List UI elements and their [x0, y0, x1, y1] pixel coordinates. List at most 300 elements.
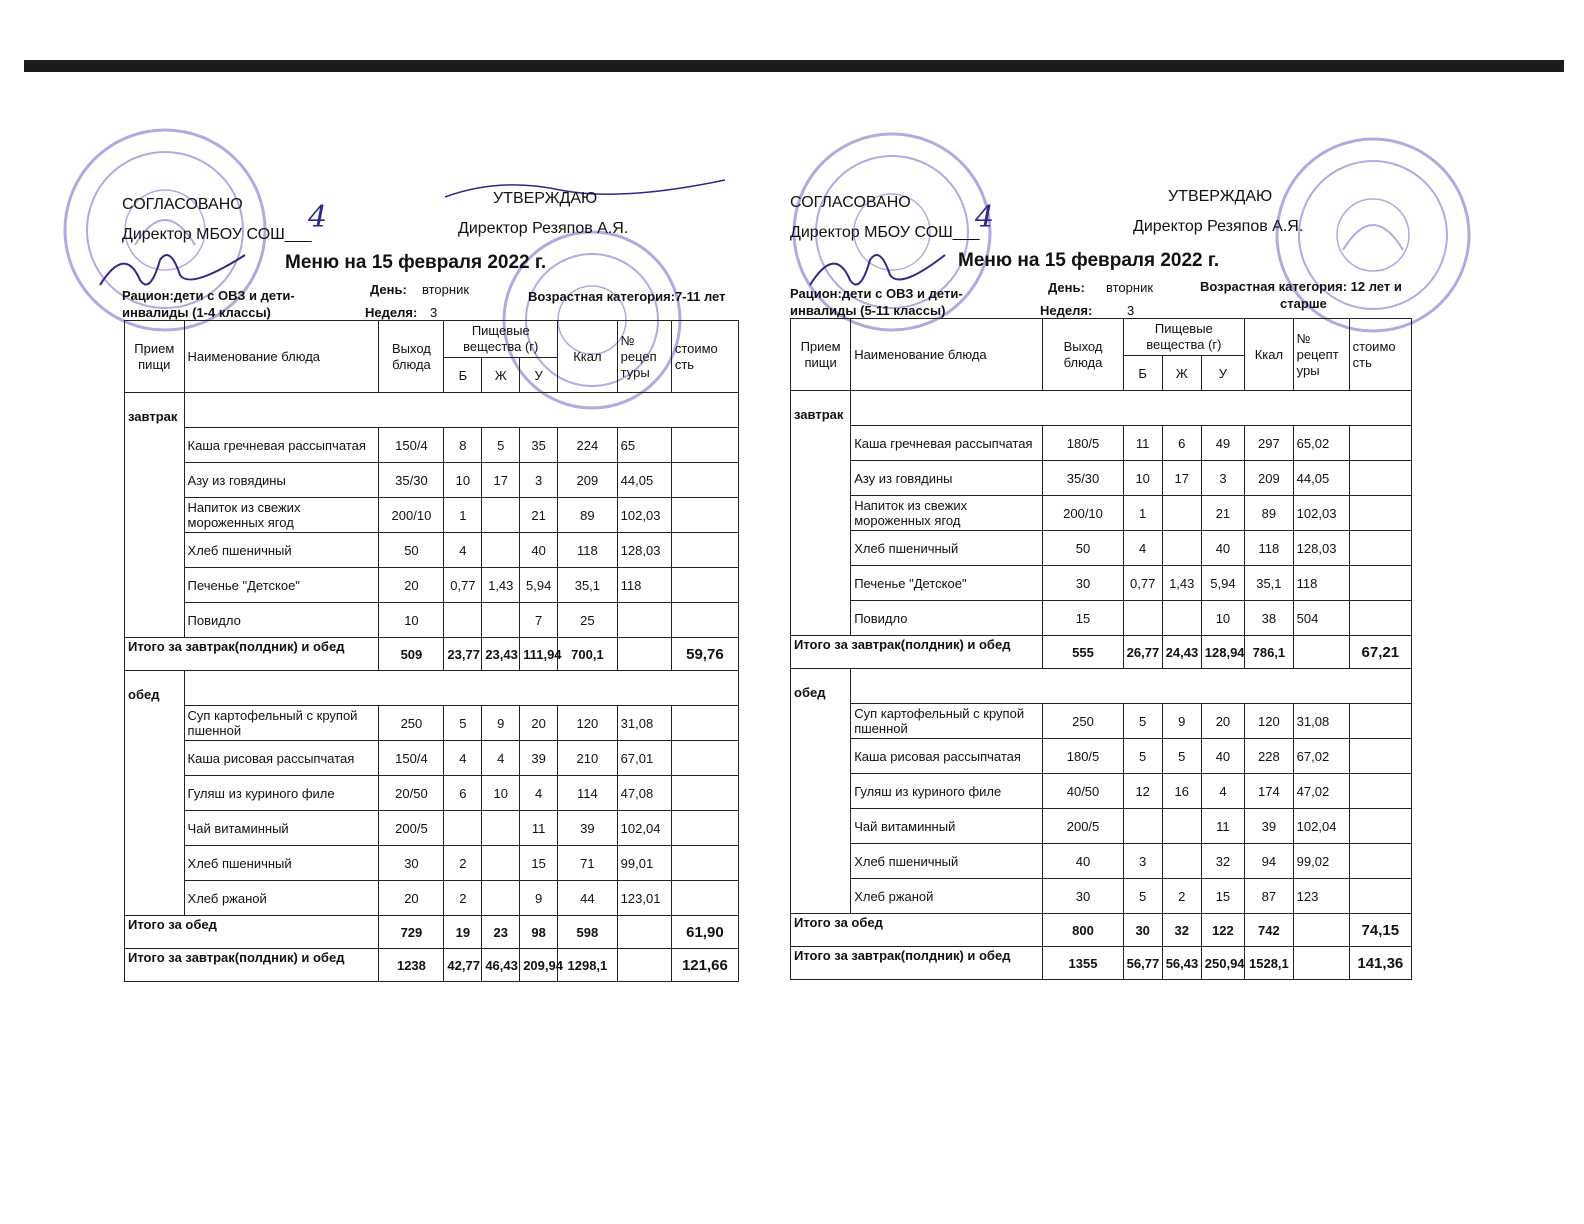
header-nutrients: Пищевые вещества (г)	[444, 321, 558, 358]
grand-total-row	[125, 949, 739, 982]
school-number-handwritten: 4	[308, 200, 328, 235]
header-cost: стоимо сть	[671, 321, 738, 393]
dish-yield: 30	[1043, 879, 1123, 914]
dish-name: Гуляш из куриного филе	[184, 776, 379, 811]
dish-recipe: 102,04	[1293, 809, 1349, 844]
dish-carbs: 49	[1201, 426, 1244, 461]
total-carbs: 250,94	[1201, 947, 1244, 980]
day-value: вторник	[1106, 280, 1154, 295]
dish-recipe: 102,04	[617, 811, 671, 846]
scan-edge-bar	[24, 60, 1564, 72]
dish-carbs: 9	[520, 881, 558, 916]
dish-kcal: 209	[558, 463, 618, 498]
dish-protein: 5	[1123, 704, 1162, 739]
dish-protein	[1123, 809, 1162, 844]
dish-cost	[1349, 496, 1411, 531]
dish-row	[125, 776, 739, 811]
dish-row	[125, 603, 739, 638]
total-yield: 1238	[379, 949, 444, 982]
dish-carbs: 40	[1201, 531, 1244, 566]
director-line: Директор МБОУ СОШ___	[790, 224, 980, 241]
dish-name: Напиток из свежих мороженных ягод	[851, 496, 1043, 531]
dish-protein: 10	[444, 463, 482, 498]
total-recipe-blank	[617, 949, 671, 982]
dish-cost	[1349, 531, 1411, 566]
dish-name: Каша рисовая рассыпчатая	[184, 741, 379, 776]
week-value: 3	[430, 305, 438, 320]
dish-yield: 30	[379, 846, 444, 881]
dish-recipe: 67,01	[617, 741, 671, 776]
age-category: Возрастная категория:7-11 лет	[528, 289, 726, 304]
dish-protein: 1	[444, 498, 482, 533]
dish-carbs: 4	[1201, 774, 1244, 809]
total-recipe-blank	[1293, 914, 1349, 947]
dish-name: Каша гречневая рассыпчатая	[851, 426, 1043, 461]
dish-yield: 150/4	[379, 741, 444, 776]
meal-header-blank	[184, 393, 738, 428]
dish-fat	[482, 498, 520, 533]
header-dish: Наименование блюда	[184, 321, 379, 393]
page-title: Меню на 15 февраля 2022 г.	[958, 250, 1220, 271]
dish-name: Хлеб ржаной	[851, 879, 1043, 914]
dish-recipe	[617, 603, 671, 638]
dish-recipe: 31,08	[1293, 704, 1349, 739]
dish-kcal: 118	[558, 533, 618, 568]
meal-label-row	[791, 669, 1412, 704]
dish-cost	[671, 741, 738, 776]
meal-header-blank	[851, 669, 1412, 704]
total-recipe-blank	[1293, 947, 1349, 980]
dish-cost	[1349, 844, 1411, 879]
dish-name: Хлеб пшеничный	[184, 533, 379, 568]
meal-header-blank	[851, 391, 1412, 426]
dish-recipe: 123	[1293, 879, 1349, 914]
total-cost: 121,66	[671, 949, 738, 982]
director-line: Директор МБОУ СОШ___	[122, 226, 312, 243]
menu-table-left	[124, 320, 739, 982]
ration-label-2: инвалиды (1-4 классы)	[122, 305, 271, 320]
dish-cost	[671, 568, 738, 603]
dish-row	[791, 461, 1412, 496]
dish-fat	[1162, 844, 1201, 879]
lunch-total-row	[125, 916, 739, 949]
dish-carbs: 3	[1201, 461, 1244, 496]
dish-row	[125, 428, 739, 463]
dish-protein: 0,77	[444, 568, 482, 603]
dish-row	[791, 739, 1412, 774]
dish-fat	[482, 533, 520, 568]
grand-total-row	[791, 947, 1412, 980]
dish-protein: 2	[444, 846, 482, 881]
dish-kcal: 87	[1245, 879, 1294, 914]
dish-row	[125, 463, 739, 498]
dish-fat	[482, 603, 520, 638]
dish-name: Чай витаминный	[851, 809, 1043, 844]
dish-fat: 5	[482, 428, 520, 463]
dish-carbs: 15	[520, 846, 558, 881]
lunch-section	[791, 669, 1412, 947]
dish-protein	[1123, 601, 1162, 636]
dish-protein: 5	[1123, 879, 1162, 914]
dish-protein: 5	[1123, 739, 1162, 774]
dish-row	[791, 774, 1412, 809]
dish-name: Печенье "Детское"	[184, 568, 379, 603]
dish-recipe: 99,01	[617, 846, 671, 881]
school-number-handwritten: 4	[975, 200, 995, 235]
dish-fat: 6	[1162, 426, 1201, 461]
dish-cost	[671, 603, 738, 638]
dish-yield: 250	[379, 706, 444, 741]
dish-carbs: 10	[1201, 601, 1244, 636]
dish-carbs: 5,94	[1201, 566, 1244, 601]
dish-recipe: 47,08	[617, 776, 671, 811]
dish-kcal: 39	[1245, 809, 1294, 844]
total-protein: 19	[444, 916, 482, 949]
total-label: Итого за обед	[125, 916, 379, 949]
dish-protein: 6	[444, 776, 482, 811]
dish-row	[125, 881, 739, 916]
dish-name: Каша гречневая рассыпчатая	[184, 428, 379, 463]
total-yield: 1355	[1043, 947, 1123, 980]
dish-protein: 5	[444, 706, 482, 741]
dish-yield: 200/10	[1043, 496, 1123, 531]
breakfast-total-row	[791, 636, 1412, 669]
dish-yield: 200/5	[1043, 809, 1123, 844]
total-cost: 74,15	[1349, 914, 1411, 947]
dish-yield: 50	[1043, 531, 1123, 566]
dish-kcal: 25	[558, 603, 618, 638]
ration-label: Рацион:дети с ОВЗ и дети-	[122, 288, 295, 303]
dish-name: Повидло	[851, 601, 1043, 636]
header-b: Б	[444, 358, 482, 393]
dish-name: Каша рисовая рассыпчатая	[851, 739, 1043, 774]
dish-kcal: 35,1	[1245, 566, 1294, 601]
header-meal: Прием пищи	[791, 319, 851, 391]
dish-name: Гуляш из куриного филе	[851, 774, 1043, 809]
dish-yield: 180/5	[1043, 739, 1123, 774]
dish-cost	[671, 428, 738, 463]
dish-kcal: 94	[1245, 844, 1294, 879]
header-recipe: № рецеп туры	[617, 321, 671, 393]
dish-name: Хлеб пшеничный	[851, 844, 1043, 879]
dish-fat: 17	[482, 463, 520, 498]
dish-protein: 12	[1123, 774, 1162, 809]
dish-protein: 4	[1123, 531, 1162, 566]
week-label: Неделя:	[1040, 303, 1093, 318]
total-yield: 555	[1043, 636, 1123, 669]
day-label: День:	[370, 282, 407, 297]
dish-row	[791, 426, 1412, 461]
breakfast-total-row	[125, 638, 739, 671]
total-yield: 729	[379, 916, 444, 949]
dish-recipe: 65	[617, 428, 671, 463]
dish-yield: 15	[1043, 601, 1123, 636]
total-kcal: 1298,1	[558, 949, 618, 982]
grand-total-section	[791, 947, 1412, 980]
dish-carbs: 4	[520, 776, 558, 811]
dish-kcal: 89	[558, 498, 618, 533]
meal-name: обед	[791, 669, 851, 914]
dish-recipe: 31,08	[617, 706, 671, 741]
dish-name: Хлеб ржаной	[184, 881, 379, 916]
dish-recipe: 47,02	[1293, 774, 1349, 809]
total-protein: 42,77	[444, 949, 482, 982]
dish-recipe: 65,02	[1293, 426, 1349, 461]
ration-label-2: инвалиды (5-11 классы)	[790, 303, 946, 318]
dish-fat: 9	[1162, 704, 1201, 739]
day-label: День:	[1048, 280, 1085, 295]
dish-kcal: 114	[558, 776, 618, 811]
header-recipe: № рецепт уры	[1293, 319, 1349, 391]
dish-fat: 16	[1162, 774, 1201, 809]
header-yield: Выход блюда	[379, 321, 444, 393]
dish-cost	[1349, 809, 1411, 844]
dish-yield: 35/30	[1043, 461, 1123, 496]
dish-protein	[444, 811, 482, 846]
total-recipe-blank	[617, 638, 671, 671]
dish-kcal: 89	[1245, 496, 1294, 531]
total-carbs: 128,94	[1201, 636, 1244, 669]
dish-row	[791, 704, 1412, 739]
dish-recipe: 44,05	[617, 463, 671, 498]
dish-yield: 200/10	[379, 498, 444, 533]
header-b: Б	[1123, 356, 1162, 391]
dish-row	[125, 811, 739, 846]
total-protein: 30	[1123, 914, 1162, 947]
header-dish: Наименование блюда	[851, 319, 1043, 391]
dish-recipe: 123,01	[617, 881, 671, 916]
dish-carbs: 39	[520, 741, 558, 776]
dish-row	[791, 809, 1412, 844]
total-label: Итого за обед	[791, 914, 1043, 947]
total-kcal: 598	[558, 916, 618, 949]
dish-kcal: 297	[1245, 426, 1294, 461]
dish-protein: 2	[444, 881, 482, 916]
dish-name: Азу из говядины	[851, 461, 1043, 496]
dish-fat: 5	[1162, 739, 1201, 774]
dish-kcal: 39	[558, 811, 618, 846]
dish-yield: 20/50	[379, 776, 444, 811]
dish-carbs: 32	[1201, 844, 1244, 879]
dish-row	[125, 706, 739, 741]
header-yield: Выход блюда	[1043, 319, 1123, 391]
dish-name: Хлеб пшеничный	[851, 531, 1043, 566]
breakfast-section	[125, 393, 739, 671]
dish-fat	[482, 811, 520, 846]
dish-fat: 10	[482, 776, 520, 811]
dish-fat: 2	[1162, 879, 1201, 914]
dish-row	[125, 846, 739, 881]
meal-name: обед	[125, 671, 185, 916]
dish-cost	[1349, 426, 1411, 461]
dish-carbs: 20	[520, 706, 558, 741]
dish-carbs: 7	[520, 603, 558, 638]
dish-carbs: 21	[520, 498, 558, 533]
dish-row	[791, 496, 1412, 531]
dish-kcal: 71	[558, 846, 618, 881]
dish-carbs: 15	[1201, 879, 1244, 914]
dish-recipe: 99,02	[1293, 844, 1349, 879]
total-kcal: 742	[1245, 914, 1294, 947]
dish-yield: 150/4	[379, 428, 444, 463]
dish-yield: 10	[379, 603, 444, 638]
dish-cost	[671, 776, 738, 811]
total-kcal: 1528,1	[1245, 947, 1294, 980]
total-cost: 59,76	[671, 638, 738, 671]
total-label: Итого за завтрак(полдник) и обед	[791, 947, 1043, 980]
header-row	[125, 321, 739, 358]
dish-name: Напиток из свежих мороженных ягод	[184, 498, 379, 533]
dish-yield: 20	[379, 568, 444, 603]
dish-cost	[671, 498, 738, 533]
dish-protein: 10	[1123, 461, 1162, 496]
total-fat: 56,43	[1162, 947, 1201, 980]
total-protein: 26,77	[1123, 636, 1162, 669]
dish-yield: 50	[379, 533, 444, 568]
dish-name: Повидло	[184, 603, 379, 638]
total-cost: 67,21	[1349, 636, 1411, 669]
dish-cost	[671, 463, 738, 498]
total-kcal: 786,1	[1245, 636, 1294, 669]
dish-name: Хлеб пшеничный	[184, 846, 379, 881]
dish-carbs: 20	[1201, 704, 1244, 739]
approve-director: Директор Резяпов А.Я.	[1133, 218, 1304, 235]
dish-carbs: 21	[1201, 496, 1244, 531]
dish-recipe: 128,03	[1293, 531, 1349, 566]
dish-kcal: 228	[1245, 739, 1294, 774]
header-row	[791, 319, 1412, 356]
total-fat: 23	[482, 916, 520, 949]
dish-carbs: 40	[1201, 739, 1244, 774]
dish-row	[791, 531, 1412, 566]
grand-total-section	[125, 949, 739, 982]
dish-cost	[1349, 461, 1411, 496]
dish-protein: 4	[444, 741, 482, 776]
dish-carbs: 40	[520, 533, 558, 568]
dish-cost	[671, 706, 738, 741]
header-u: У	[1201, 356, 1244, 391]
dish-protein: 0,77	[1123, 566, 1162, 601]
dish-kcal: 118	[1245, 531, 1294, 566]
dish-yield: 40	[1043, 844, 1123, 879]
header-cost: стоимо сть	[1349, 319, 1411, 391]
total-kcal: 700,1	[558, 638, 618, 671]
dish-cost	[1349, 739, 1411, 774]
dish-name: Азу из говядины	[184, 463, 379, 498]
dish-yield: 200/5	[379, 811, 444, 846]
meal-label-row	[791, 391, 1412, 426]
dish-kcal: 38	[1245, 601, 1294, 636]
total-carbs: 98	[520, 916, 558, 949]
meal-label-row	[125, 671, 739, 706]
dish-cost	[1349, 879, 1411, 914]
total-recipe-blank	[1293, 636, 1349, 669]
total-carbs: 209,94	[520, 949, 558, 982]
meal-header-blank	[184, 671, 738, 706]
dish-cost	[671, 881, 738, 916]
total-fat: 32	[1162, 914, 1201, 947]
dish-row	[791, 566, 1412, 601]
header-nutrients: Пищевые вещества (г)	[1123, 319, 1244, 356]
total-protein: 23,77	[444, 638, 482, 671]
breakfast-section	[791, 391, 1412, 669]
dish-row	[791, 844, 1412, 879]
ration-label: Рацион:дети с ОВЗ и дети-	[790, 286, 963, 301]
dish-yield: 20	[379, 881, 444, 916]
dish-kcal: 224	[558, 428, 618, 463]
agreed-label: СОГЛАСОВАНО	[122, 196, 243, 213]
dish-kcal: 120	[558, 706, 618, 741]
dish-protein	[444, 603, 482, 638]
total-recipe-blank	[617, 916, 671, 949]
week-value: 3	[1127, 303, 1135, 318]
header-zh: Ж	[1162, 356, 1201, 391]
dish-protein: 11	[1123, 426, 1162, 461]
dish-fat	[482, 881, 520, 916]
dish-name: Суп картофельный с крупой пшенной	[184, 706, 379, 741]
header-meal: Прием пищи	[125, 321, 185, 393]
page-title: Меню на 15 февраля 2022 г.	[285, 252, 547, 273]
dish-fat	[1162, 531, 1201, 566]
dish-name: Печенье "Детское"	[851, 566, 1043, 601]
dish-protein: 8	[444, 428, 482, 463]
dish-carbs: 3	[520, 463, 558, 498]
dish-yield: 180/5	[1043, 426, 1123, 461]
dish-fat: 9	[482, 706, 520, 741]
lunch-section	[125, 671, 739, 949]
dish-recipe: 118	[617, 568, 671, 603]
dish-cost	[671, 533, 738, 568]
total-yield: 509	[379, 638, 444, 671]
dish-carbs: 11	[1201, 809, 1244, 844]
total-cost: 141,36	[1349, 947, 1411, 980]
header-u: У	[520, 358, 558, 393]
dish-fat	[1162, 809, 1201, 844]
total-label: Итого за завтрак(полдник) и обед	[125, 638, 379, 671]
dish-cost	[671, 846, 738, 881]
total-fat: 46,43	[482, 949, 520, 982]
dish-cost	[1349, 704, 1411, 739]
total-cost: 61,90	[671, 916, 738, 949]
age-category: Возрастная категория: 12 лет и	[1200, 279, 1402, 294]
dish-cost	[1349, 601, 1411, 636]
dish-row	[791, 879, 1412, 914]
dish-row	[125, 498, 739, 533]
meal-name: завтрак	[791, 391, 851, 636]
dish-kcal: 35,1	[558, 568, 618, 603]
dish-fat	[482, 846, 520, 881]
dish-fat: 1,43	[1162, 566, 1201, 601]
approve-label: УТВЕРЖДАЮ	[1168, 188, 1273, 205]
header-kcal: Ккал	[1245, 319, 1294, 391]
dish-fat	[1162, 496, 1201, 531]
day-value: вторник	[422, 282, 470, 297]
meal-label-row	[125, 393, 739, 428]
dish-carbs: 11	[520, 811, 558, 846]
agreed-label: СОГЛАСОВАНО	[790, 194, 911, 211]
meal-name: завтрак	[125, 393, 185, 638]
dish-yield: 30	[1043, 566, 1123, 601]
menu-table-right	[790, 318, 1412, 980]
dish-kcal: 210	[558, 741, 618, 776]
approve-label: УТВЕРЖДАЮ	[493, 190, 598, 207]
dish-recipe: 102,03	[1293, 496, 1349, 531]
dish-recipe: 128,03	[617, 533, 671, 568]
dish-yield: 250	[1043, 704, 1123, 739]
lunch-total-row	[791, 914, 1412, 947]
week-label: Неделя:	[365, 305, 418, 320]
dish-protein: 1	[1123, 496, 1162, 531]
